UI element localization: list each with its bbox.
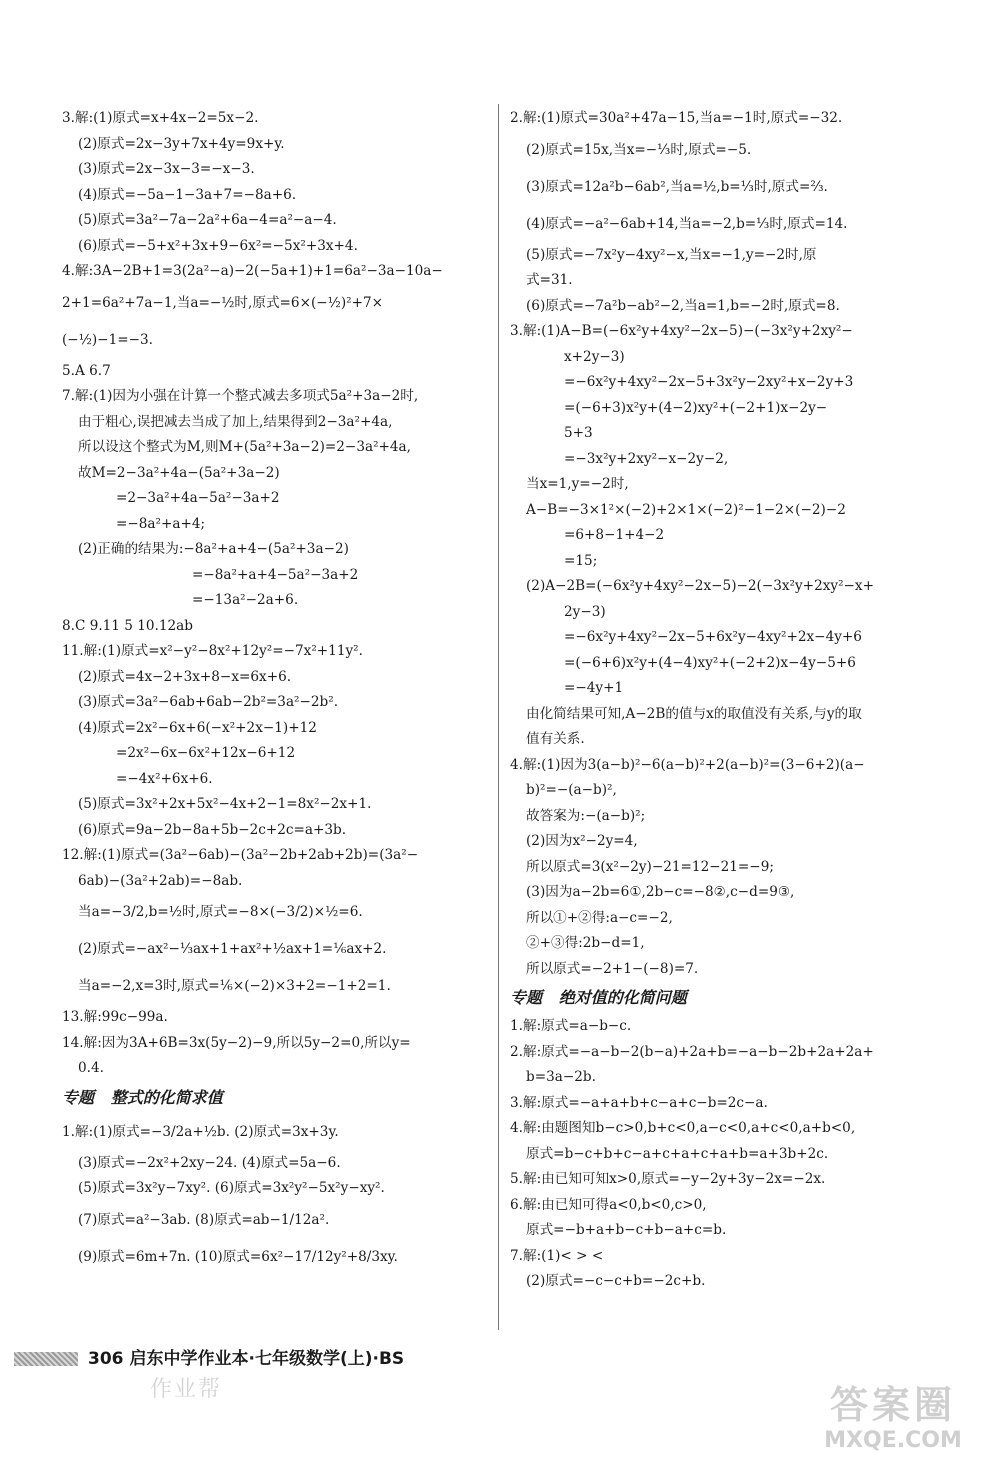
answer-line: 7.解:(1)因为小强在计算一个整式减去多项式5a²+3a−2时, bbox=[62, 388, 419, 404]
answer-line: 13.解:99c−99a. bbox=[62, 1009, 168, 1025]
answer-line: 14.解:因为3A+6B=3x(5y−2)−9,所以5y−2=0,所以y= bbox=[62, 1034, 411, 1051]
faint-watermark: 作业帮 bbox=[150, 1377, 223, 1402]
answer-line: 4.解:3A−2B+1=3(2a²−a)−2(−5a+1)+1=6a²−3a−10a− bbox=[62, 263, 443, 279]
answer-line: 式=31. bbox=[526, 272, 573, 288]
answer-line: =−8a²+a+4−5a²−3a+2 bbox=[192, 566, 359, 583]
answer-line: (5)原式=3x²+2x+5x²−4x+2−1=8x²−2x+1. bbox=[78, 796, 372, 812]
answer-line: (3)原式=−2x²+2xy−24. (4)原式=5a−6. bbox=[78, 1154, 341, 1171]
answer-line: =−6x²y+4xy²−2x−5+3x²y−2xy²+x−2y+3 bbox=[564, 374, 854, 390]
answer-line: 0.4. bbox=[78, 1060, 104, 1076]
answer-line: (5)原式=3x²y−7xy². (6)原式=3x²y²−5x²y−xy². bbox=[78, 1180, 385, 1196]
answer-line: (3)因为a−2b=6①,2b−c=−8②,c−d=9③, bbox=[526, 884, 795, 900]
answer-line: 所以原式=3(x²−2y)−21=12−21=−9; bbox=[526, 858, 774, 875]
answer-line: =15; bbox=[564, 552, 598, 569]
answer-line: 由化简结果可知,A−2B的值与x的取值没有关系,与y的取 bbox=[526, 705, 862, 722]
answer-line: 3.解:(1)A−B=(−6x²y+4xy²−2x−5)−(−3x²y+2xy²− bbox=[510, 323, 853, 339]
answer-line: 5.解:由已知可知x>0,原式=−y−2y+3y−2x=−2x. bbox=[510, 1171, 826, 1187]
answer-line: (4)原式=−5a−1−3a+7=−8a+6. bbox=[78, 186, 297, 203]
answer-line: 3.解:原式=−a+a+b+c−a+c−b=2c−a. bbox=[510, 1094, 768, 1111]
section-heading: 专题 绝对值的化简问题 bbox=[510, 988, 687, 1007]
answer-line: (2)原式=−ax²−⅓ax+1+ax²+½ax+1=⅙ax+2. bbox=[78, 941, 387, 957]
answer-line: b=3a−2b. bbox=[526, 1069, 596, 1085]
answer-line: b)²=−(a−b)², bbox=[526, 782, 617, 798]
answer-line: 12.解:(1)原式=(3a²−6ab)−(3a²−2b+2ab+2b)=(3a²− bbox=[62, 847, 419, 863]
answer-line: 所以设这个整式为M,则M+(5a²+3a−2)=2−3a²+4a, bbox=[78, 439, 411, 455]
answer-line: =−3x²y+2xy²−x−2y−2, bbox=[564, 450, 729, 467]
answer-line: (6)原式=9a−2b−8a+5b−2c+2c=a+3b. bbox=[78, 821, 347, 838]
answer-line: 5.A 6.7 bbox=[62, 362, 111, 379]
answer-line: =2x²−6x−6x²+12x−6+12 bbox=[116, 745, 296, 761]
answer-line: 原式=b−c+b+c−a+c+a+c+a+b=a+3b+2c. bbox=[526, 1145, 829, 1162]
answer-line: (3)原式=2x−3x−3=−x−3. bbox=[78, 161, 255, 177]
answer-line: 由于粗心,误把减去当成了加上,结果得到2−3a²+4a, bbox=[78, 413, 393, 430]
answer-line: 当a=−3/2,b=½时,原式=−8×(−3/2)×½=6. bbox=[78, 904, 363, 920]
answer-line: (2)正确的结果为:−8a²+a+4−(5a²+3a−2) bbox=[78, 541, 349, 557]
answer-line: 4.解:(1)因为3(a−b)²−6(a−b)²+2(a−b)²=(3−6+2)(a− bbox=[510, 756, 865, 773]
answer-line: 1.解:原式=a−b−c. bbox=[510, 1018, 632, 1034]
left-column bbox=[62, 106, 494, 1276]
answer-line: 当a=−2,x=3时,原式=⅙×(−2)×3+2=−1+2=1. bbox=[78, 978, 391, 994]
answer-line: (5)原式=3a²−7a−2a²+6a−4=a²−a−4. bbox=[78, 212, 337, 228]
answer-line: 故M=2−3a²+4a−(5a²+3a−2) bbox=[78, 464, 280, 481]
section-heading: 专题 整式的化简求值 bbox=[62, 1087, 223, 1107]
answer-line: 5+3 bbox=[564, 425, 593, 441]
answer-line: (2)原式=2x−3y+7x+4y=9x+y. bbox=[78, 135, 285, 152]
answer-line: (2)因为x²−2y=4, bbox=[526, 833, 638, 849]
answer-line: 原式=−b+a+b−c+b−a+c=b. bbox=[526, 1222, 727, 1238]
answer-line: 11.解:(1)原式=x²−y²−8x²+12y²=−7x²+11y². bbox=[62, 643, 363, 659]
answer-line: (3)原式=3a²−6ab+6ab−2b²=3a²−2b². bbox=[78, 694, 339, 710]
answer-line: 故答案为:−(a−b)²; bbox=[526, 807, 646, 824]
right-column bbox=[510, 106, 940, 1295]
answer-line: (7)原式=a²−3ab. (8)原式=ab−1/12a². bbox=[78, 1211, 330, 1228]
answer-line: A−B=−3×1²×(−2)+2×1×(−2)²−1−2×(−2)−2 bbox=[526, 501, 846, 518]
answer-line: (2)A−2B=(−6x²y+4xy²−2x−5)−2(−3x²y+2xy²−x+ bbox=[526, 578, 874, 594]
answer-line: ②+③得:2b−d=1, bbox=[526, 935, 645, 951]
answer-line: 8.C 9.11 5 10.12ab bbox=[62, 617, 193, 634]
answer-line: 1.解:(1)原式=−3/2a+½b. (2)原式=3x+3y. bbox=[62, 1123, 339, 1140]
footer-decoration bbox=[14, 1352, 78, 1366]
answer-line: =−13a²−2a+6. bbox=[192, 592, 299, 608]
answer-line: (6)原式=−5+x²+3x+9−6x²=−5x²+3x+4. bbox=[78, 237, 358, 254]
answer-line: (2)原式=−c−c+b=−2c+b. bbox=[526, 1273, 706, 1289]
answer-line: (4)原式=2x²−6x+6(−x²+2x−1)+12 bbox=[78, 719, 317, 736]
answer-line: 6.解:由已知可得a<0,b<0,c>0, bbox=[510, 1196, 707, 1213]
answer-line: (2)原式=15x,当x=−⅓时,原式=−5. bbox=[526, 141, 752, 158]
column-divider bbox=[498, 104, 499, 1330]
answer-line: (2)原式=4x−2+3x+8−x=6x+6. bbox=[78, 668, 292, 685]
answer-line: =6+8−1+4−2 bbox=[564, 527, 665, 543]
answer-line: 2.解:原式=−a−b−2(b−a)+2a+b=−a−b−2b+2a+2a+ bbox=[510, 1043, 874, 1060]
answer-line: (9)原式=6m+7n. (10)原式=6x²−17/12y²+8/3xy. bbox=[78, 1248, 398, 1265]
answer-line: 2y−3) bbox=[564, 603, 606, 620]
answer-line: 所以原式=−2+1−(−8)=7. bbox=[526, 960, 699, 977]
answer-line: =2−3a²+4a−5a²−3a+2 bbox=[116, 490, 280, 506]
answer-line: =(−6+6)x²y+(4−4)xy²+(−2+2)x−4y−5+6 bbox=[564, 654, 856, 671]
answer-line: =−4y+1 bbox=[564, 680, 624, 696]
answer-line: (6)原式=−7a²b−ab²−2,当a=1,b=−2时,原式=8. bbox=[526, 297, 840, 314]
answer-line: =−4x²+6x+6. bbox=[116, 770, 213, 787]
page-number: 306 bbox=[88, 1349, 124, 1369]
answer-line: 2+1=6a²+7a−1,当a=−½时,原式=6×(−½)²+7× bbox=[62, 294, 384, 311]
answer-line: 4.解:由题图知b−c>0,b+c<0,a−c<0,a+c<0,a+b<0, bbox=[510, 1120, 856, 1136]
book-title: 启东中学作业本·七年级数学(上)·BS bbox=[129, 1349, 405, 1369]
answer-line: =−6x²y+4xy²−2x−5+6x²y−4xy²+2x−4y+6 bbox=[564, 629, 862, 645]
watermark-logo-text: 答案圈 bbox=[829, 1383, 956, 1427]
watermark-logo bbox=[808, 1382, 978, 1462]
answer-line: (−½)−1=−3. bbox=[62, 331, 153, 348]
answer-line: 2.解:(1)原式=30a²+47a−15,当a=−1时,原式=−32. bbox=[510, 110, 843, 126]
answer-line: (4)原式=−a²−6ab+14,当a=−2,b=⅓时,原式=14. bbox=[526, 215, 848, 232]
answer-line: (5)原式=−7x²y−4xy²−x,当x=−1,y=−2时,原 bbox=[526, 246, 817, 263]
answer-line: =(−6+3)x²y+(4−2)xy²+(−2+1)x−2y− bbox=[564, 399, 828, 416]
watermark-url: MXQE.COM bbox=[824, 1428, 962, 1453]
answer-line: 7.解:(1)< > < bbox=[510, 1247, 604, 1264]
answer-line: 3.解:(1)原式=x+4x−2=5x−2. bbox=[62, 110, 259, 126]
answer-line: 6ab)−(3a²+2ab)=−8ab. bbox=[78, 872, 243, 889]
answer-line: 所以①+②得:a−c=−2, bbox=[526, 909, 673, 926]
answer-line: 值有关系. bbox=[526, 731, 585, 747]
answer-line: 当x=1,y=−2时, bbox=[526, 476, 629, 492]
page-footer bbox=[14, 1346, 404, 1372]
answer-line: (3)原式=12a²b−6ab²,当a=½,b=⅓时,原式=⅔. bbox=[526, 178, 828, 195]
answer-line: x+2y−3) bbox=[564, 348, 625, 365]
answer-line: =−8a²+a+4; bbox=[116, 515, 206, 532]
